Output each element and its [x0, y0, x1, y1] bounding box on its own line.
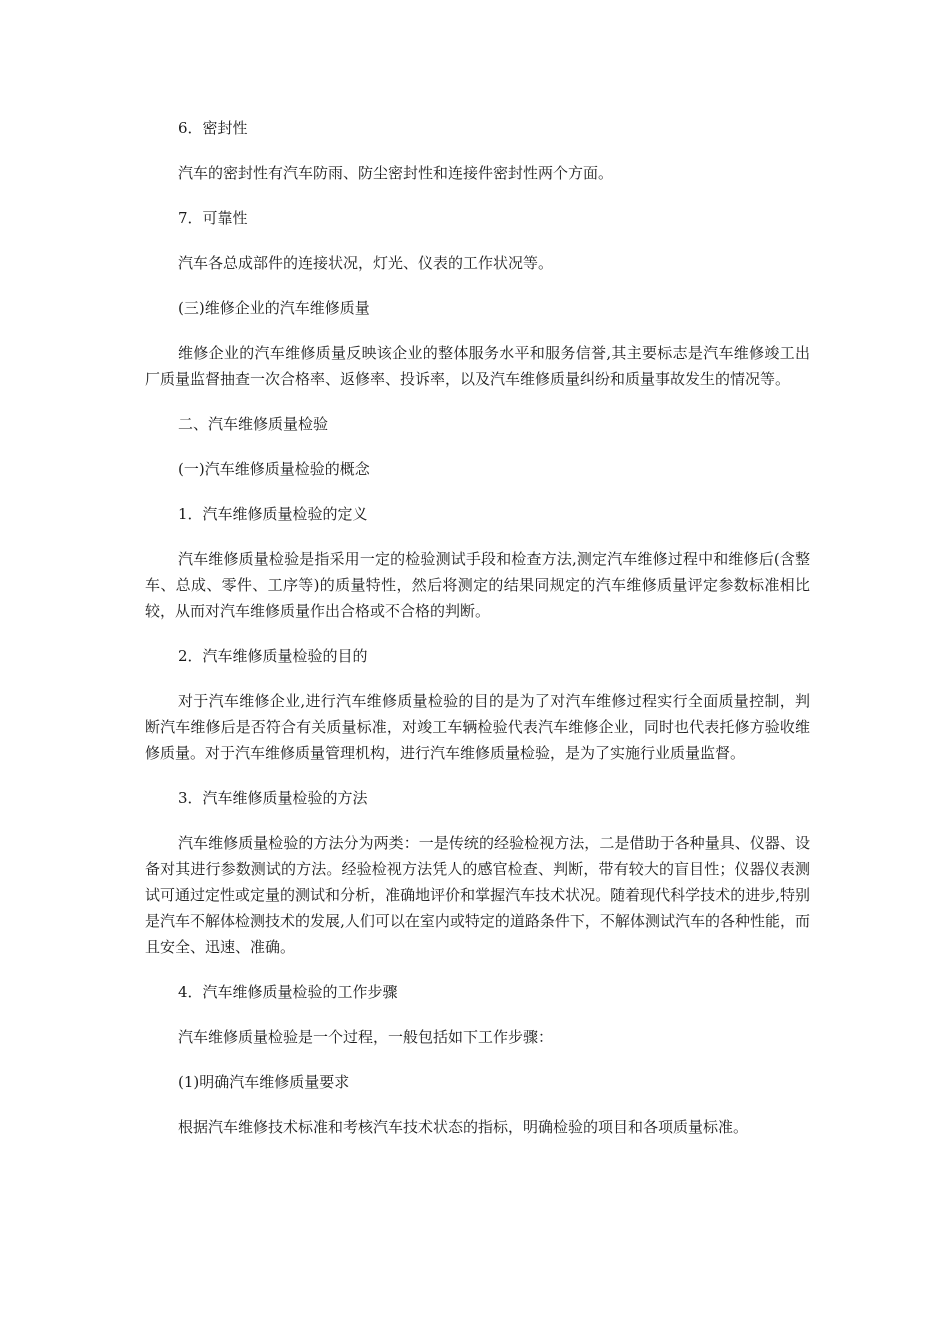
- heading-steps: 4．汽车维修质量检验的工作步骤: [178, 983, 398, 1001]
- heading-step-one: (1)明确汽车维修质量要求: [178, 1073, 350, 1091]
- heading-section-two: 二、汽车维修质量检验: [178, 415, 329, 433]
- paragraph-step-one: 根据汽车维修技术标准和考核汽车技术状态的指标，明确检验的项目和各项质量标准。: [178, 1118, 749, 1136]
- paragraph-definition: 汽车维修质量检验是指采用一定的检验测试手段和检查方法,测定汽车维修过程中和维修后(含整车、总成、零件、工序等)的质量特性，然后将测定的结果同规定的汽车维修质量评定参数标准相比较，从而对汽车维修质量作出合格或不合格的判断。: [145, 550, 810, 620]
- paragraph-method: 汽车维修质量检验的方法分为两类：一是传统的经验检视方法，二是借助于各种量具、仪器、设备对其进行参数测试的方法。经验检视方法凭人的感官检查、判断，带有较大的盲目性；仪器仪表测试可通过定性或定量的测试和分析，准确地评价和掌握汽车技术状况。随着现代科学技术的进步,特别是汽车不解体检测技术的发展,人们可以在室内或特定的道路条件下，不解体测试汽车的各种性能，而且安全、迅速、准确。: [145, 834, 810, 956]
- paragraph-enterprise-quality: 维修企业的汽车维修质量反映该企业的整体服务水平和服务信誉,其主要标志是汽车维修竣工出厂质量监督抽查一次合格率、返修率、投诉率，以及汽车维修质量纠纷和质量事故发生的情况等。: [145, 344, 810, 388]
- document-page: [145, 115, 810, 1159]
- paragraph-reliability: 汽车各总成部件的连接状况，灯光、仪表的工作状况等。: [178, 254, 554, 272]
- heading-sealing: 6．密封性: [178, 119, 248, 137]
- heading-concept: (一)汽车维修质量检验的概念: [178, 460, 370, 478]
- paragraph-purpose: 对于汽车维修企业,进行汽车维修质量检验的目的是为了对汽车维修过程实行全面质量控制，判断汽车维修后是否符合有关质量标准，对竣工车辆检验代表汽车维修企业，同时也代表托修方验收维修质量。对于汽车维修质量管理机构，进行汽车维修质量检验，是为了实施行业质量监督。: [145, 692, 810, 762]
- heading-definition: 1．汽车维修质量检验的定义: [178, 505, 368, 523]
- paragraph-steps-intro: 汽车维修质量检验是一个过程，一般包括如下工作步骤：: [178, 1028, 554, 1046]
- paragraph-sealing: 汽车的密封性有汽车防雨、防尘密封性和连接件密封性两个方面。: [178, 164, 614, 182]
- heading-purpose: 2．汽车维修质量检验的目的: [178, 647, 368, 665]
- heading-method: 3．汽车维修质量检验的方法: [178, 789, 368, 807]
- heading-reliability: 7．可靠性: [178, 209, 248, 227]
- heading-enterprise-quality: (三)维修企业的汽车维修质量: [178, 299, 370, 317]
